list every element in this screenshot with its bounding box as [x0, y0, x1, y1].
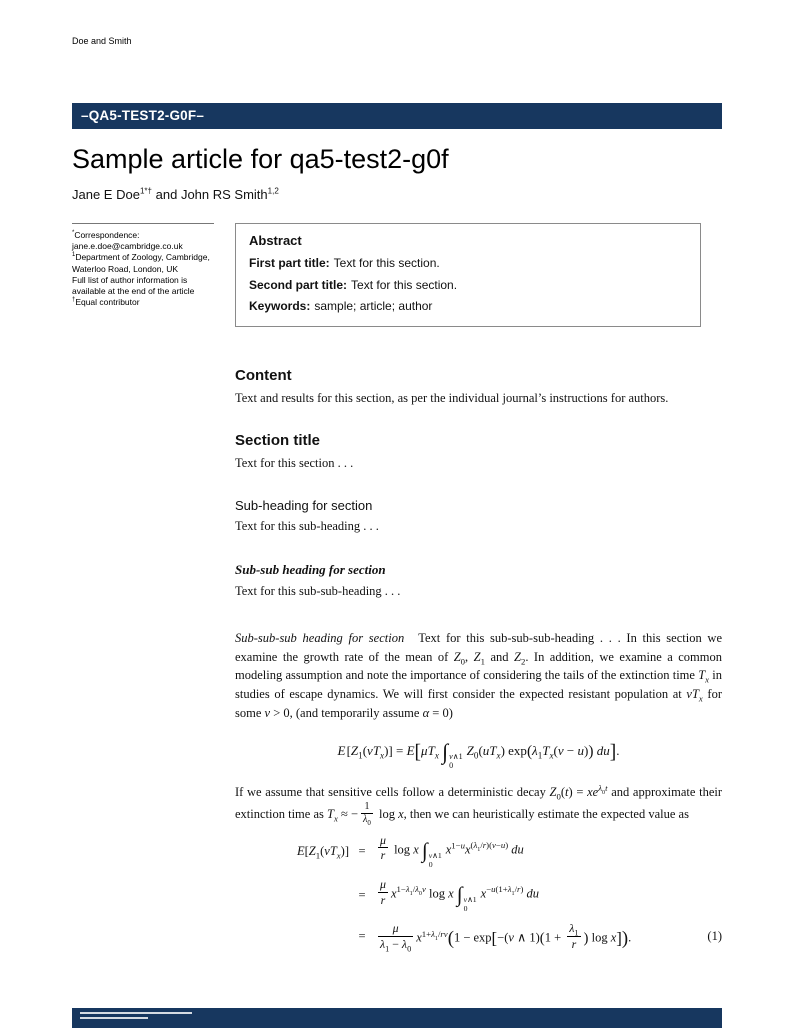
- abstract-heading: Abstract: [249, 233, 302, 248]
- equation-number: (1): [707, 928, 722, 943]
- sub-paragraph: Text for this sub-heading . . .: [235, 519, 379, 534]
- abstract-item-keywords: [249, 299, 687, 315]
- section-title-heading: Section title: [235, 431, 321, 449]
- equals-sign: =: [358, 928, 366, 943]
- footer-fine-print-line: [80, 1012, 192, 1014]
- equals-sign: =: [358, 843, 366, 858]
- equation-lhs: $E[Z_1(vT_x)]$: [296, 843, 349, 861]
- subsubsub-heading: Sub-sub-sub heading for section: [235, 630, 405, 645]
- abstract-text: sample; article; author: [314, 299, 433, 314]
- sub-heading: Sub-heading for section: [235, 498, 373, 514]
- abstract-box: [235, 223, 701, 327]
- abstract-label: Second part title:: [249, 277, 348, 292]
- equation-row-3: [265, 921, 722, 954]
- abstract-item-first-part: [249, 256, 687, 272]
- subsubsub-paragraph: [235, 629, 722, 723]
- running-head: Doe and Smith: [72, 36, 132, 46]
- affiliation-note: $^1$Department of Zoology, Cambridge, Waterloo Road, London, UK: [72, 252, 210, 274]
- abstract-label: Keywords:: [249, 299, 311, 314]
- display-equation: E $[Z_1(vT_x)] = E[\mu T_x$ ∫ v∧1 0 $Z_0(uT_x) \exp(\lambda_1T_x(v - u))$ du].: [337, 738, 620, 771]
- section-paragraph: Text for this section . . .: [235, 455, 354, 470]
- subsubsub-paragraph-text: Text for this sub-sub-sub-heading . . . In this section we examine the growth rate of the mean of $Z_0$, $Z_1$ and $Z_2$. In addition, we examine a common modeling assumption and note the importance of considering the tails of the extinction time $T_x$ in studies of escape dynamics. We will first consider the expected resistant population at $vT_x$ for some v > 0, (and temporarily assume α = 0): [235, 630, 723, 720]
- equation-rhs: $\frac{\mu}{\lambda_1 - \lambda_0}$ $x^{1+\lambda_1/rv}(1 - \exp[-(v$ ∧ 1)(1 + $\frac{\lambda_1}{r}$ ) log x]).: [380, 921, 632, 954]
- equals-sign: =: [358, 888, 366, 903]
- journal-banner: –QA5-TEST2-G0F–: [72, 103, 722, 129]
- equation-rhs: $\frac{\mu}{r}$ log x ∫ v∧1 0 $x^{1-u}x^{(\lambda_1/r)(v-u)}$ du: [380, 832, 524, 869]
- main-column: [235, 223, 722, 959]
- authors-line: Jane E Doe$^{1*\dagger}$ and John RS Smith$^{1,2}$: [72, 186, 279, 202]
- footer-bar: [72, 1008, 722, 1028]
- content-heading: Content: [235, 366, 292, 384]
- abstract-text: Text for this section.: [333, 256, 440, 270]
- equation-rhs: $\frac{\mu}{r}$ $x^{1-\lambda_1/\lambda_0v}$ log x ∫ v∧1 0 $x^{-u(1+\lambda_1/r)}$ du: [380, 877, 539, 913]
- subsub-paragraph: Text for this sub-sub-heading . . .: [235, 584, 401, 599]
- estimate-paragraph: If we assume that sensitive cells follow a deterministic decay $Z_0(t) = xe^{\lambda_0t}$ and approximate their extinction time as $T_x$ ≈ − $\frac{1}{\lambda_0}$ log x, then we can heuristically estimate the expected value as: [235, 782, 722, 828]
- equation-row-1: [265, 834, 722, 869]
- content-paragraph: Text and results for this section, as per the individual journal’s instructions for authors.: [235, 390, 669, 405]
- abstract-text: Text for this section.: [351, 277, 458, 292]
- author-info-note: Full list of author information is available at the end of the article: [72, 274, 195, 297]
- equation-row-2: [265, 878, 722, 913]
- correspondence-label: *Correspondence:: [72, 230, 140, 240]
- subsub-heading: Sub-sub heading for section: [235, 562, 386, 578]
- abstract-label: First part title:: [249, 256, 330, 270]
- footer-fine-print-line: [80, 1017, 148, 1019]
- equal-contributor-note: †Equal contributor: [72, 297, 140, 308]
- equation-array: [235, 832, 722, 954]
- correspondence-sidebar: [72, 223, 214, 959]
- two-column-layout: [72, 223, 722, 959]
- correspondence-email: jane.e.doe@cambridge.co.uk: [72, 241, 183, 252]
- article-title: Sample article for qa5-test2-g0f: [72, 144, 449, 174]
- abstract-item-second-part: [249, 278, 687, 294]
